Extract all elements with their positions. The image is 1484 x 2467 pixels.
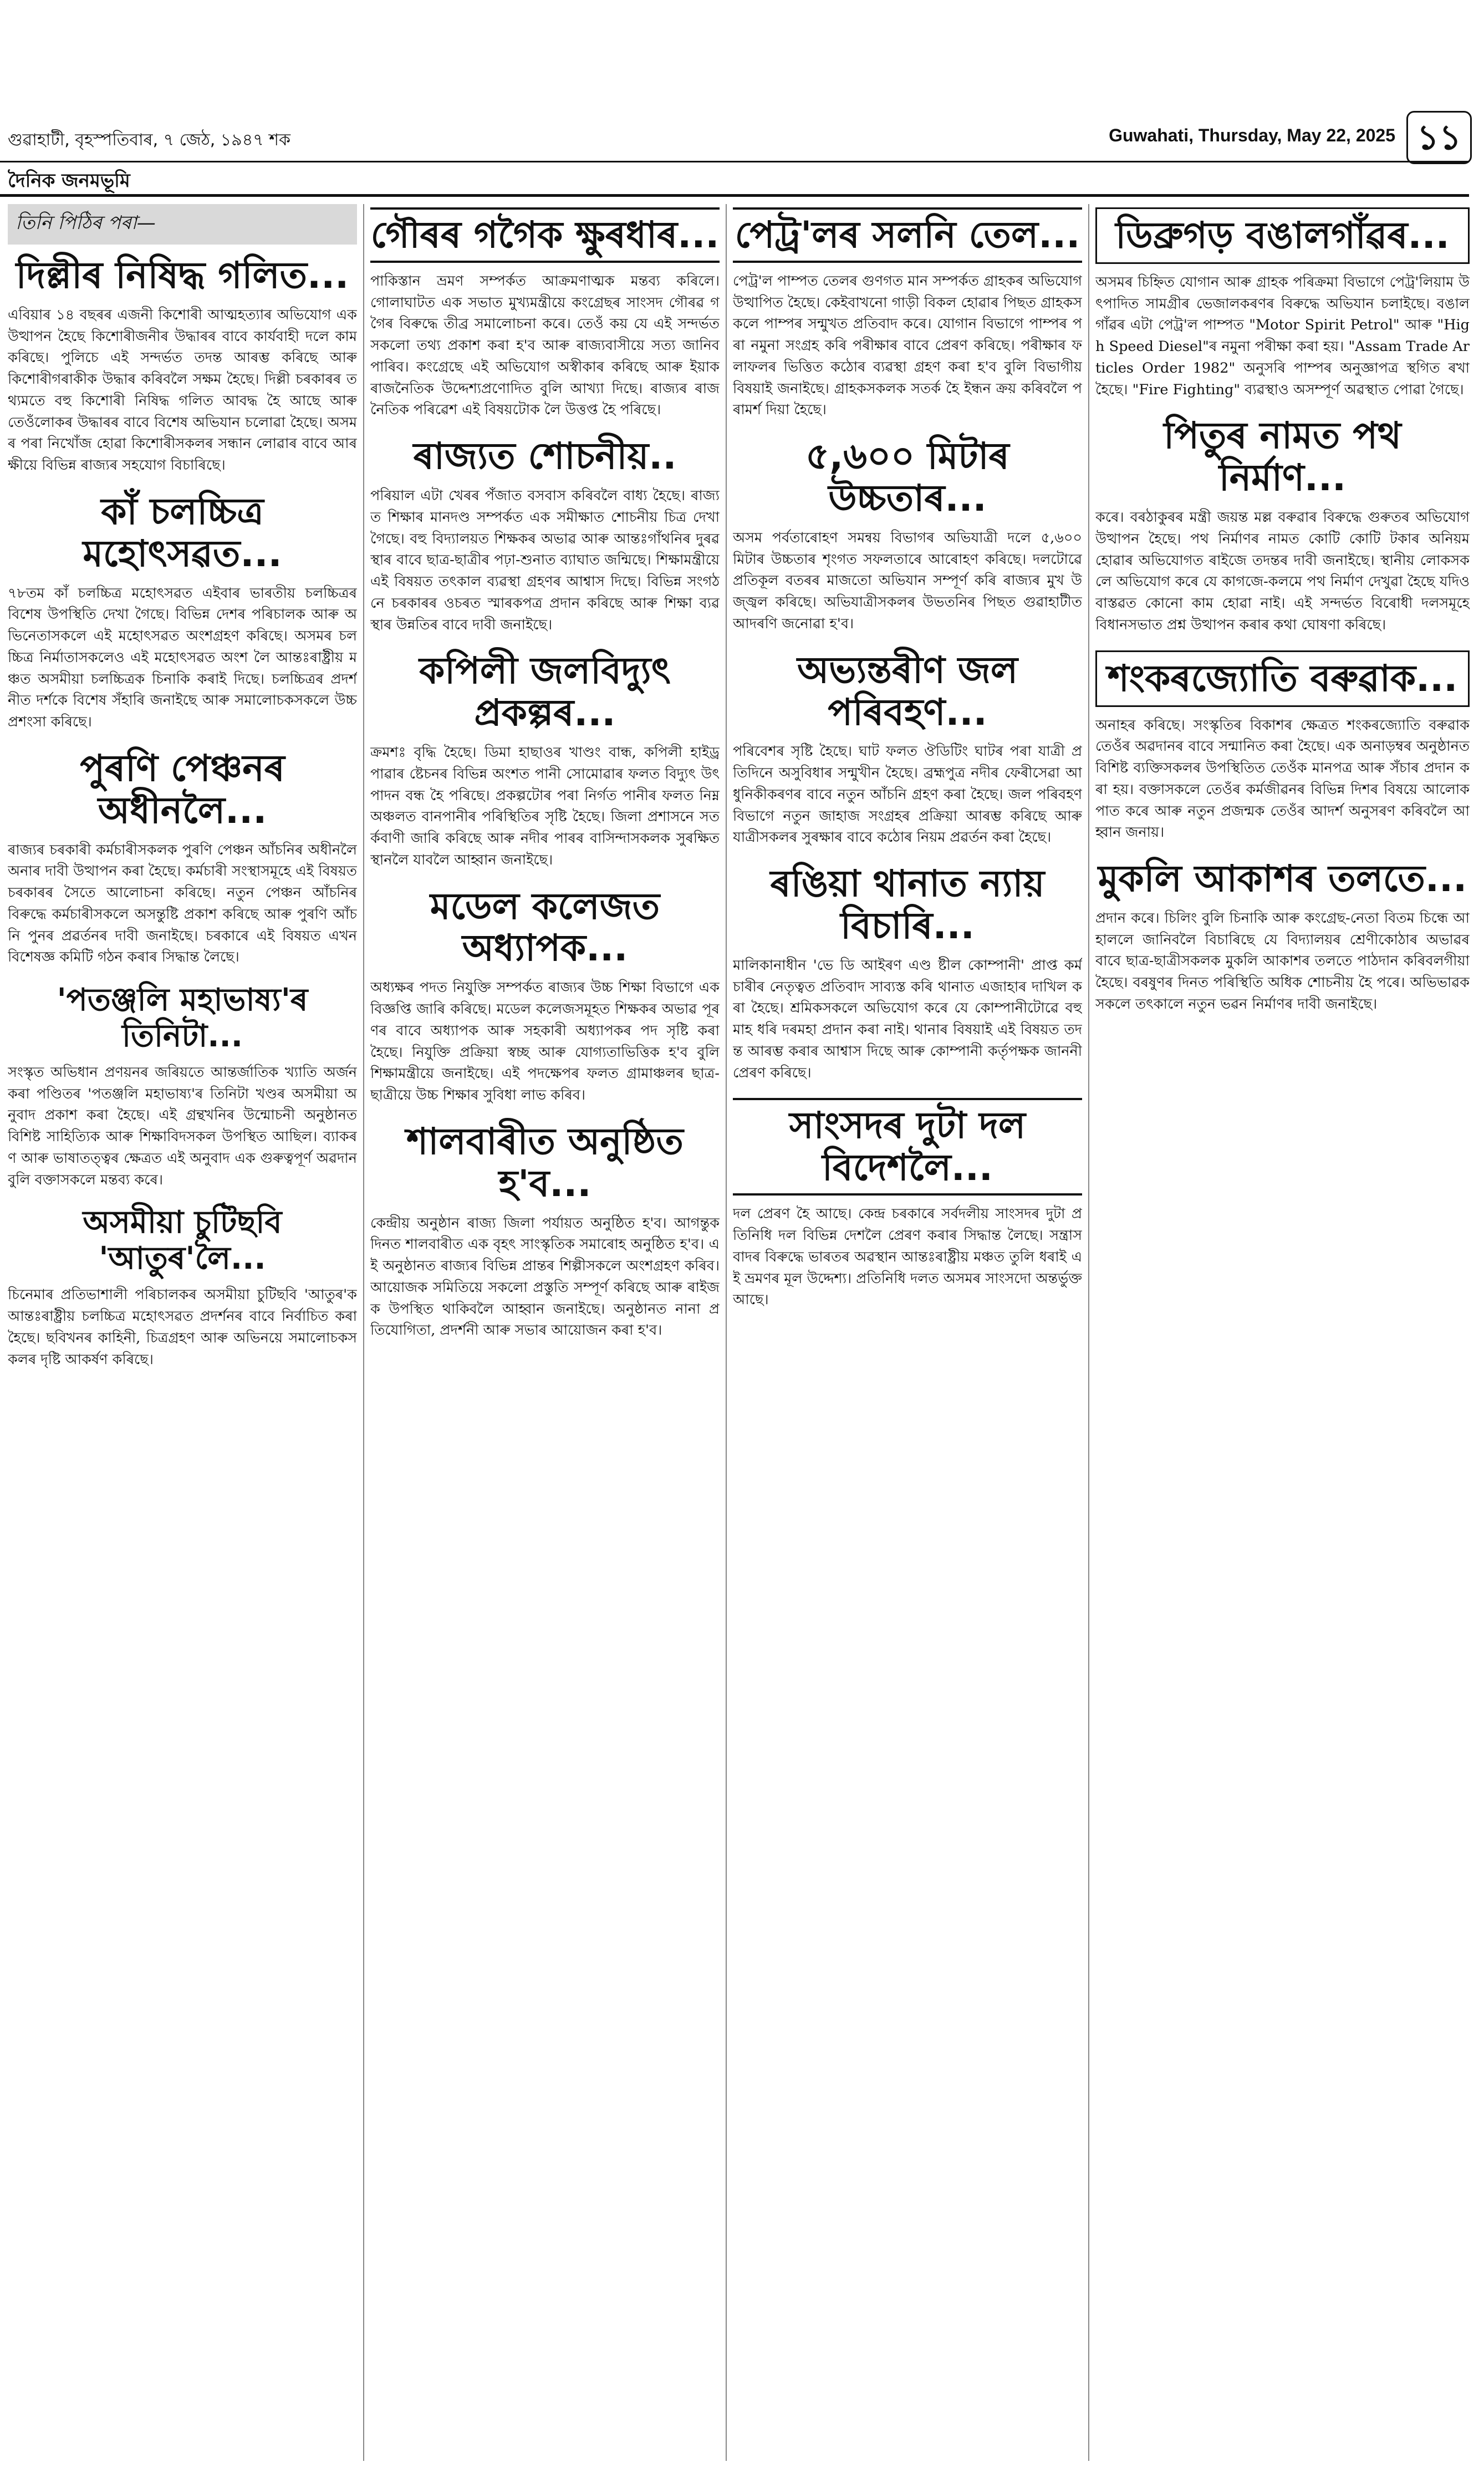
- column-4: [1095, 204, 1470, 2461]
- column-divider: [726, 204, 727, 2461]
- article-rangia: [733, 863, 1082, 1084]
- headline[interactable]: শালবাৰীত অনুষ্ঠিত হ'ব...: [406, 1120, 684, 1205]
- page-number: ১১: [1406, 111, 1472, 164]
- article-shankar: [1095, 650, 1470, 843]
- article-body: অসমৰ চিহ্নিত যোগান আৰু গ্ৰাহক পৰিক্ৰমা বিভাগে পেট্ৰ'লিয়াম উৎপাদিত সামগ্ৰীৰ ভেজালকৰণৰ বিৰুদ্ধে অভিযান চলাইছে। বঙালগাঁৱৰ এটা পেট্ৰ'ল পাম্পত "Motor Spirit Petrol" আৰু "High Speed Diesel"ৰ নমুনা পৰীক্ষা কৰা হয়। "Assam Trade Articles Order 1982" অনুসৰি পাম্পৰ অনুজ্ঞাপত্ৰ স্থগিত ৰখা হৈছে। "Fire Fighting" ব্যৱস্থাও অসম্পূৰ্ণ অৱস্থাত পোৱা গৈছে।: [1095, 273, 1470, 398]
- masthead-rule: [0, 194, 1469, 197]
- headline[interactable]: মডেল কলেজত অধ্যাপক...: [430, 884, 660, 970]
- headline[interactable]: পিতুৰ নামত পথ নিৰ্মাণ...: [1164, 414, 1401, 500]
- headline[interactable]: ৫,৬০০ মিটাৰ উচ্চতাৰ...: [805, 435, 1009, 520]
- column-1: [8, 204, 357, 2461]
- headline[interactable]: শংকৰজ্যোতি বৰুৱাক...: [1095, 650, 1470, 707]
- article-mps: [733, 1098, 1082, 1311]
- article-pitur: [1095, 415, 1470, 635]
- column-2: [370, 204, 720, 2461]
- article-sky: [1095, 858, 1470, 1015]
- article-pension: [8, 747, 357, 968]
- article-body: কেন্দ্ৰীয় অনুষ্ঠান ৰাজ্য জিলা পৰ্যায়ত অনুষ্ঠিত হ'ব। আগন্তুক দিনত শালবাৰীত এক বৃহৎ সাংস্কৃতিক সমাৰোহ অনুষ্ঠিত হ'ব। এই অনুষ্ঠানত ৰাজ্যৰ বিভিন্ন প্ৰান্তৰ শিল্পীসকলে অংশগ্ৰহণ কৰিব। আয়োজক সমিতিয়ে সকলো প্ৰস্তুতি সম্পূৰ্ণ কৰিছে আৰু ৰাইজক উপস্থিত থাকিবলৈ আহ্বান জনাইছে। অনুষ্ঠানত নানা প্ৰতিযোগিতা, প্ৰদৰ্শনী আৰু সভাৰ আয়োজন কৰা হ'ব।: [370, 1214, 720, 1339]
- article-body: ক্ৰমশঃ বৃদ্ধি হৈছে। ডিমা হাছাওৰ খাণ্ডং বান্ধ, কপিলী হাইড্ৰ পাৱাৰ ষ্টেচনৰ বিভিন্ন অংশত পানী সোমোৱাৰ ফলত বিদ্যুৎ উৎপাদন বন্ধ হৈ পৰিছে। প্ৰকল্পটোৰ পৰা নিৰ্গত পানীৰ ফলত নিম্ন অঞ্চলত বানপানীৰ পৰিস্থিতিৰ সৃষ্টি হৈছে। জিলা প্ৰশাসনে সতৰ্কবাণী জাৰি কৰিছে আৰু নদীৰ পাৰৰ বাসিন্দাসকলক সুৰক্ষিত স্থানলৈ যাবলৈ আহ্বান জনাইছে।: [370, 744, 720, 868]
- article-aatur: [8, 1205, 357, 1370]
- article-film: [8, 491, 357, 733]
- headline[interactable]: পেট্ৰ'লৰ সলনি তেল...: [733, 207, 1082, 263]
- headline[interactable]: মুকলি আকাশৰ তলতে...: [1098, 857, 1467, 901]
- article-body: পেট্ৰ'ল পাম্পত তেলৰ গুণগত মান সম্পৰ্কত গ্ৰাহকৰ অভিযোগ উত্থাপিত হৈছে। কেইবাখনো গাড়ী বিকল হোৱাৰ পিছত গ্ৰাহকসকলে পাম্পৰ সন্মুখত প্ৰতিবাদ কৰে। যোগান বিভাগে পাম্পৰ পৰা নমুনা সংগ্ৰহ কৰি পৰীক্ষাৰ বাবে প্ৰেৰণ কৰিছে। পৰীক্ষাৰ ফলাফলৰ ভিত্তিত কঠোৰ ব্যৱস্থা গ্ৰহণ কৰা হ'ব বুলি বিভাগীয় বিষয়াই জনাইছে। গ্ৰাহকসকলক সতৰ্ক হৈ ইন্ধন ক্ৰয় কৰিবলৈ পৰামৰ্শ দিয়া হৈছে।: [733, 272, 1082, 419]
- header-rule: [0, 161, 1469, 162]
- article-patanjali: [8, 983, 357, 1191]
- headline[interactable]: ডিব্ৰুগড় বঙালগাঁৱৰ...: [1095, 207, 1470, 264]
- headline[interactable]: পুৰণি পেঞ্চনৰ অধীনলৈ...: [80, 746, 285, 832]
- article-body: ৭৮তম কাঁ চলচ্চিত্ৰ মহোৎসৱত এইবাৰ ভাৰতীয় চলচ্চিত্ৰৰ বিশেষ উপস্থিতি দেখা গৈছে। বিভিন্ন দেশৰ পৰিচালক আৰু অভিনেতাসকলে এই মহোৎসৱত অংশগ্ৰহণ কৰিছে। অসমৰ চলচ্চিত্ৰ নিৰ্মাতাসকলেও এই মহোৎসৱত অংশ লৈ আন্তঃৰাষ্ট্ৰীয় মঞ্চত অসমীয়া চলচ্চিত্ৰক চিনাকি কৰাই দিছে। চলচ্চিত্ৰৰ প্ৰদৰ্শনীত দৰ্শকে বিশেষ সঁহাৰি জনাইছে আৰু সমালোচকসকলে উচ্চ প্ৰশংসা কৰিছে।: [8, 584, 357, 731]
- headline[interactable]: ৰঙিয়া থানাত ন্যায় বিচাৰি...: [770, 862, 1045, 948]
- article-body: পাকিস্তান ভ্ৰমণ সম্পৰ্কত আক্ৰমণাত্মক মন্তব্য কৰিলে। গোলাঘাটত এক সভাত মুখ্যমন্ত্ৰীয়ে কংগ্ৰেছৰ সাংসদ গৌৰৱ গগৈৰ বিৰুদ্ধে তীব্ৰ সমালোচনা কৰে। তেওঁ কয় যে এই সন্দৰ্ভত সকলো তথ্য প্ৰকাশ কৰা হ'ব আৰু ৰাজ্যবাসীয়ে সত্য জানিব পাৰিব। কংগ্ৰেছে এই অভিযোগ অস্বীকাৰ কৰিছে আৰু ইয়াক ৰাজনৈতিক উদ্দেশ্যপ্ৰণোদিত বুলি আখ্যা দিছে। ৰাজ্যৰ ৰাজনৈতিক পৰিৱেশ এই বিষয়টোক লৈ উত্তপ্ত হৈ পৰিছে।: [370, 272, 720, 419]
- article-body: প্ৰদান কৰে। চিলিং বুলি চিনাকি আৰু কংগ্ৰেছ-নেতা বিতম চিন্ধে আহাললে জানিবলৈ বিচাৰিছে যে বিদ্যালয়ৰ শ্ৰেণীকোঠাৰ অভাৱৰ বাবে ছাত্ৰ-ছাত্ৰীসকলক মুকলি আকাশৰ তলতে পাঠদান কৰিবলগীয়া হৈছে। বৰষুণৰ দিনত পৰিস্থিতি অধিক শোচনীয় হৈ পৰে। অভিভাৱকসকলে তৎকালে নতুন ভৱন নিৰ্মাণৰ দাবী জনাইছে।: [1095, 909, 1470, 1013]
- article-dibrugarh: [1095, 207, 1470, 400]
- date-local: গুৱাহাটী, বৃহস্পতিবাৰ, ৭ জেঠ, ১৯৪৭ শক: [8, 130, 290, 150]
- article-body: পৰিবেশৰ সৃষ্টি হৈছে। ঘাট ফলত ঔডিটিং ঘাটৰ পৰা যাত্ৰী প্ৰতিদিনে অসুবিধাৰ সন্মুখীন হৈছে। ব্ৰহ্মপুত্ৰ নদীৰ ফেৰীসেৱা আধুনিকীকৰণৰ বাবে নতুন আঁচনি গ্ৰহণ কৰা হৈছে। জল পৰিবহণ বিভাগে নতুন জাহাজ সংগ্ৰহৰ প্ৰক্ৰিয়া আৰম্ভ কৰিছে আৰু যাত্ৰীসকলৰ সুৰক্ষাৰ বাবে কঠোৰ নিয়ম প্ৰৱৰ্তন কৰা হৈছে।: [733, 743, 1082, 846]
- article-body: অধ্যক্ষৰ পদত নিযুক্তি সম্পৰ্কত ৰাজ্যৰ উচ্চ শিক্ষা বিভাগে এক বিজ্ঞপ্তি জাৰি কৰিছে। মডেল কলেজসমূহত শিক্ষকৰ অভাৱ পূৰণৰ বাবে অধ্যাপক আৰু সহকাৰী অধ্যাপকৰ পদ সৃষ্টি কৰা হৈছে। নিযুক্তি প্ৰক্ৰিয়া স্বচ্ছ আৰু যোগ্যতাভিত্তিক হ'ব বুলি শিক্ষামন্ত্ৰীয়ে জনাইছে। এই পদক্ষেপৰ ফলত গ্ৰামাঞ্চলৰ ছাত্ৰ-ছাত্ৰীয়ে উচ্চ শিক্ষাৰ সুবিধা লাভ কৰিব।: [370, 979, 720, 1104]
- headline[interactable]: কপিলী জলবিদ্যুৎ প্ৰকল্পৰ...: [419, 649, 671, 735]
- article-shalbari: [370, 1121, 720, 1341]
- article-body: চিনেমাৰ প্ৰতিভাশালী পৰিচালকৰ অসমীয়া চুটিছবি 'আতুৰ'ক আন্তঃৰাষ্ট্ৰীয় চলচ্চিত্ৰ মহোৎসৱত প্ৰদৰ্শনৰ বাবে নিৰ্বাচিত কৰা হৈছে। ছবিখনৰ কাহিনী, চিত্ৰগ্ৰহণ আৰু অভিনয়ে সমালোচকসকলৰ দৃষ্টি আকৰ্ষণ কৰিছে।: [8, 1286, 357, 1368]
- article-gaurav: [370, 207, 720, 421]
- headline[interactable]: গৌৰৰ গগৈক ক্ষুৰধাৰ...: [370, 207, 720, 263]
- headline[interactable]: অসমীয়া চুটিছবি 'আতুৰ'লৈ...: [83, 1204, 282, 1276]
- headline[interactable]: ৰাজ্যত শোচনীয়..: [413, 435, 677, 478]
- article-body: পৰিয়াল এটা খেৰৰ পঁজাত বসবাস কৰিবলৈ বাধ্য হৈছে। ৰাজ্যত শিক্ষাৰ মানদণ্ড সম্পৰ্কত এক সমীক্ষাত শোচনীয় চিত্ৰ দেখা গৈছে। বহু বিদ্যালয়ত শিক্ষকৰ অভাৱ আৰু আন্তঃগাঁথনিৰ দুৰৱস্থাৰ বাবে ছাত্ৰ-ছাত্ৰীৰ পঢ়া-শুনাত ব্যাঘাত জন্মিছে। শিক্ষামন্ত্ৰীয়ে এই বিষয়ত তৎকাল ব্যৱস্থা গ্ৰহণৰ আশ্বাস দিছে। বিভিন্ন সংগঠনে চৰকাৰৰ ওচৰত স্মাৰকপত্ৰ প্ৰদান কৰিছে আৰু শিক্ষা ব্যৱস্থাৰ উন্নতিৰ বাবে দাবী জনাইছে।: [370, 487, 720, 633]
- column-3: [733, 204, 1082, 2461]
- section-tab: তিনি পিঠিৰ পৰা—: [8, 204, 357, 245]
- column-divider: [1088, 204, 1089, 2461]
- article-body: ৰাজ্যৰ চৰকাৰী কৰ্মচাৰীসকলক পুৰণি পেঞ্চন আঁচনিৰ অধীনলৈ অনাৰ দাবী উত্থাপন কৰা হৈছে। কৰ্মচাৰী সংস্থাসমূহে এই বিষয়ত চৰকাৰৰ সৈতে আলোচনা কৰিছে। নতুন পেঞ্চন আঁচনিৰ বিৰুদ্ধে কৰ্মচাৰীসকলে অসন্তুষ্টি প্ৰকাশ কৰিছে আৰু পুৰণি আঁচনি পুনৰ প্ৰৱৰ্তনৰ দাবী জনাইছে। চৰকাৰে এই বিষয়ত এখন বিশেষজ্ঞ কমিটি গঠন কৰাৰ সিদ্ধান্ত লৈছে।: [8, 841, 357, 966]
- article-body: মালিকানাধীন 'ভে ডি আইৰণ এণ্ড ষ্টীল কোম্পানী' প্ৰাপ্ত কৰ্মচাৰীৰ নেতৃত্বত প্ৰতিবাদ সাব্যস্ত কৰি থানাত এজাহাৰ দাখিল কৰা হৈছে। শ্ৰমিকসকলে অভিযোগ কৰে যে কোম্পানীটোৱে বহু মাহ ধৰি দৰমহা প্ৰদান কৰা নাই। থানাৰ বিষয়াই এই বিষয়ত তদন্ত আৰম্ভ কৰাৰ আশ্বাস দিছে আৰু কোম্পানী কৰ্তৃপক্ষক জাননী প্ৰেৰণ কৰিছে।: [733, 957, 1082, 1081]
- headline[interactable]: কাঁ চলচ্চিত্ৰ মহোৎসৱত...: [83, 490, 282, 575]
- article-body: অনাহৰ কৰিছে। সংস্কৃতিৰ বিকাশৰ ক্ষেত্ৰত শংকৰজ্যোতি বৰুৱাক তেওঁৰ অৱদানৰ বাবে সন্মানিত কৰা হৈছে। এক অনাড়ম্বৰ অনুষ্ঠানত বিশিষ্ট ব্যক্তিসকলৰ উপস্থিতিত তেওঁক মানপত্ৰ আৰু সঁচাৰ প্ৰদান কৰা হয়। বক্তাসকলে তেওঁৰ কৰ্মজীৱনৰ বিভিন্ন দিশৰ বিষয়ে আলোকপাত কৰে আৰু নতুন প্ৰজন্মক তেওঁৰ আদৰ্শ অনুসৰণ কৰিবলৈ আহ্বান জনায়।: [1095, 716, 1470, 841]
- article-delhi: [8, 255, 357, 476]
- masthead: দৈনিক জনমভূমি: [8, 170, 130, 192]
- headline[interactable]: অভ্যন্তৰীণ জল পৰিবহণ...: [797, 648, 1018, 734]
- headline[interactable]: সাংসদৰ দুটা দল বিদেশলৈ...: [733, 1098, 1082, 1196]
- article-height: [733, 435, 1082, 635]
- article-body: সংস্কৃত অভিধান প্ৰণয়নৰ জৰিয়তে আন্তৰ্জাতিক খ্যাতি অৰ্জন কৰা পণ্ডিতৰ 'পতঞ্জলি মহাভাষ্য'ৰ তিনিটা খণ্ডৰ অসমীয়া অনুবাদ প্ৰকাশ কৰা হৈছে। এই গ্ৰন্থখনিৰ উন্মোচনী অনুষ্ঠানত বিশিষ্ট সাহিত্যিক আৰু শিক্ষাবিদসকল উপস্থিত আছিল। ব্যাকৰণ আৰু ভাষাতত্ত্বৰ ক্ষেত্ৰত এই অনুবাদ এক গুৰুত্বপূৰ্ণ অৱদান বুলি বক্তাসকলে মন্তব্য কৰে।: [8, 1064, 357, 1188]
- page-header: [0, 0, 1484, 192]
- headline[interactable]: 'পতঞ্জলি মহাভাষ্য'ৰ তিনিটা...: [57, 982, 308, 1054]
- article-petrol: [733, 207, 1082, 421]
- article-rajyat: [370, 435, 720, 635]
- article-body: অসম পৰ্বতাৰোহণ সমন্বয় বিভাগৰ অভিযাত্ৰী দলে ৫,৬০০ মিটাৰ উচ্চতাৰ শৃংগত সফলতাৰে আৰোহণ কৰিছে। দলটোৱে প্ৰতিকূল বতৰৰ মাজতো অভিযান সম্পূৰ্ণ কৰি ৰাজ্যৰ মুখ উজ্জ্বল কৰিছে। অভিযাত্ৰীসকলৰ উভতনিৰ পিছত গুৱাহাটীত আদৰণি জনোৱা হ'ব।: [733, 529, 1082, 632]
- date-english: Guwahati, Thursday, May 22, 2025: [1109, 125, 1395, 145]
- article-body: দল প্ৰেৰণ হৈ আছে। কেন্দ্ৰ চৰকাৰে সৰ্বদলীয় সাংসদৰ দুটা প্ৰতিনিধি দল বিভিন্ন দেশলৈ প্ৰেৰণ কৰাৰ সিদ্ধান্ত লৈছে। সন্ত্ৰাসবাদৰ বিৰুদ্ধে ভাৰতৰ অৱস্থান আন্তঃৰাষ্ট্ৰীয় মঞ্চত তুলি ধৰাই এই ভ্ৰমণৰ মূল উদ্দেশ্য। প্ৰতিনিধি দলত অসমৰ সাংসদো অন্তৰ্ভুক্ত আছে।: [733, 1205, 1082, 1309]
- article-water-transport: [733, 649, 1082, 849]
- article-body: এবিয়াৰ ১৪ বছৰৰ এজনী কিশোৰী আত্মহত্যাৰ অভিযোগ এক উত্থাপন হৈছে কিশোৰীজনীৰ উদ্ধাৰৰ বাবে কাৰ্যবাহী দলে কাম কৰিছে। পুলিচে এই সন্দৰ্ভত তদন্ত আৰম্ভ কৰিছে আৰু কিশোৰীগৰাকীক উদ্ধাৰ কৰিবলৈ সক্ষম হৈছে। দিল্লী চৰকাৰৰ তথ্যমতে বহু কিশোৰী নিষিদ্ধ গলিত আবদ্ধ হৈ আছে আৰু তেওঁলোকৰ উদ্ধাৰৰ বাবে বিশেষ অভিযান চলোৱা হৈছে। অসমৰ পৰা নিখোঁজ হোৱা কিশোৰীসকলৰ সন্ধান লোৱাৰ বাবে আৰক্ষীয়ে বিভিন্ন ৰাজ্যৰ সহযোগ বিচাৰিছে।: [8, 306, 357, 474]
- column-divider: [363, 204, 364, 2461]
- article-kopili: [370, 650, 720, 871]
- article-body: কৰে। বৰঠাকুৰৰ মন্ত্ৰী জয়ন্ত মল্ল বৰুৱাৰ বিৰুদ্ধে গুৰুতৰ অভিযোগ উত্থাপন হৈছে। পথ নিৰ্মাণৰ নামত কোটি কোটি টকাৰ অনিয়ম হোৱাৰ অভিযোগত ৰাইজে তদন্তৰ দাবী জনাইছে। স্থানীয় লোকসকলে অভিযোগ কৰে যে কাগজে-কলমে পথ নিৰ্মাণ দেখুৱা হৈছে যদিও বাস্তৱত কোনো কাম হোৱা নাই। এই সন্দৰ্ভত বিৰোধী দলসমূহে বিধানসভাত প্ৰশ্ন উত্থাপন কৰাৰ কথা ঘোষণা কৰিছে।: [1095, 509, 1470, 633]
- headline[interactable]: দিল্লীৰ নিষিদ্ধ গলিত...: [16, 254, 349, 297]
- article-model-college: [370, 886, 720, 1106]
